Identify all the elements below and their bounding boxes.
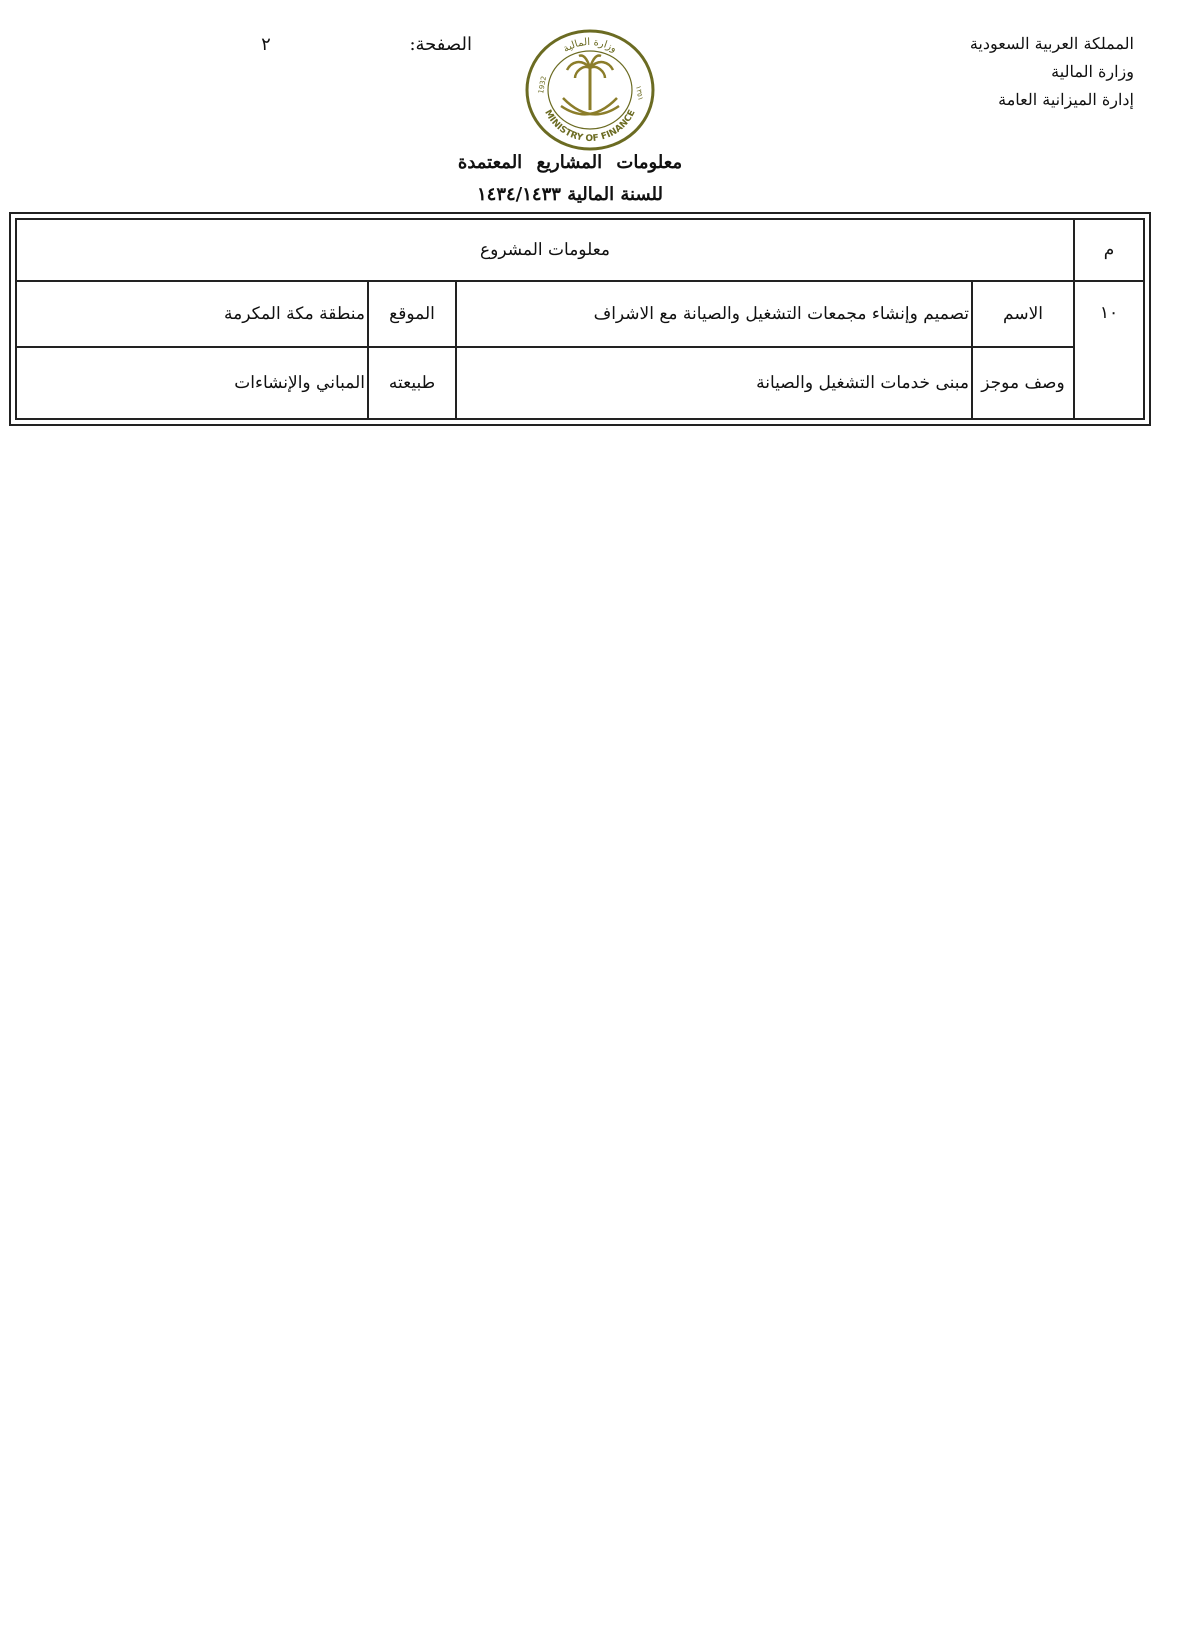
page-label: الصفحة: [409,34,472,55]
header-number-cell [1075,220,1143,280]
project-info-table [9,212,1151,426]
location-value: منطقة مكة المكرمة [223,304,365,324]
name-value-cell [457,282,971,346]
project-info-table-inner [15,218,1145,420]
seal-hijri-year: ١٣٥١ [634,84,645,102]
seal-english-text: MINISTRY OF FINANCE [542,108,638,145]
description-label-cell [973,348,1073,418]
header-info-cell [17,220,1073,280]
header-org-block [970,30,1134,114]
name-label-cell [973,282,1073,346]
name-label: الاسم [1003,304,1043,324]
department-name: إدارة الميزانية العامة [998,90,1134,109]
location-label-cell [369,282,455,346]
seal-gregorian-year: 1932 [537,75,549,95]
document-title: معلومات المشاريع المعتمدة [457,152,683,173]
header-info-label: معلومات المشروع [479,240,611,260]
row-number-cell [1075,282,1143,344]
nature-label: طبيعته [388,373,436,393]
page-number: ٢ [261,34,271,55]
nature-label-cell [369,348,455,418]
description-label: وصف موجز [981,373,1065,393]
nature-value: المباني والإنشاءات [234,373,365,393]
seal-arabic-text: وزارة المالية [561,36,619,55]
description-value: مبنى خدمات التشغيل والصيانة [756,373,969,393]
nature-value-cell [17,348,367,418]
header-number-label: م [1103,240,1115,260]
ministry-of-finance-seal-icon [523,28,657,152]
ministry-name: وزارة المالية [1051,62,1134,81]
description-value-cell [457,348,971,418]
document-subtitle: للسنة المالية ١٤٣٤/١٤٣٣ [477,184,663,205]
location-label: الموقع [389,304,435,324]
row-number: ١٠ [1099,303,1119,323]
location-value-cell [17,282,367,346]
name-value: تصميم وإنشاء مجمعات التشغيل والصيانة مع الاشراف [593,304,969,324]
country-name: المملكة العربية السعودية [969,34,1134,53]
